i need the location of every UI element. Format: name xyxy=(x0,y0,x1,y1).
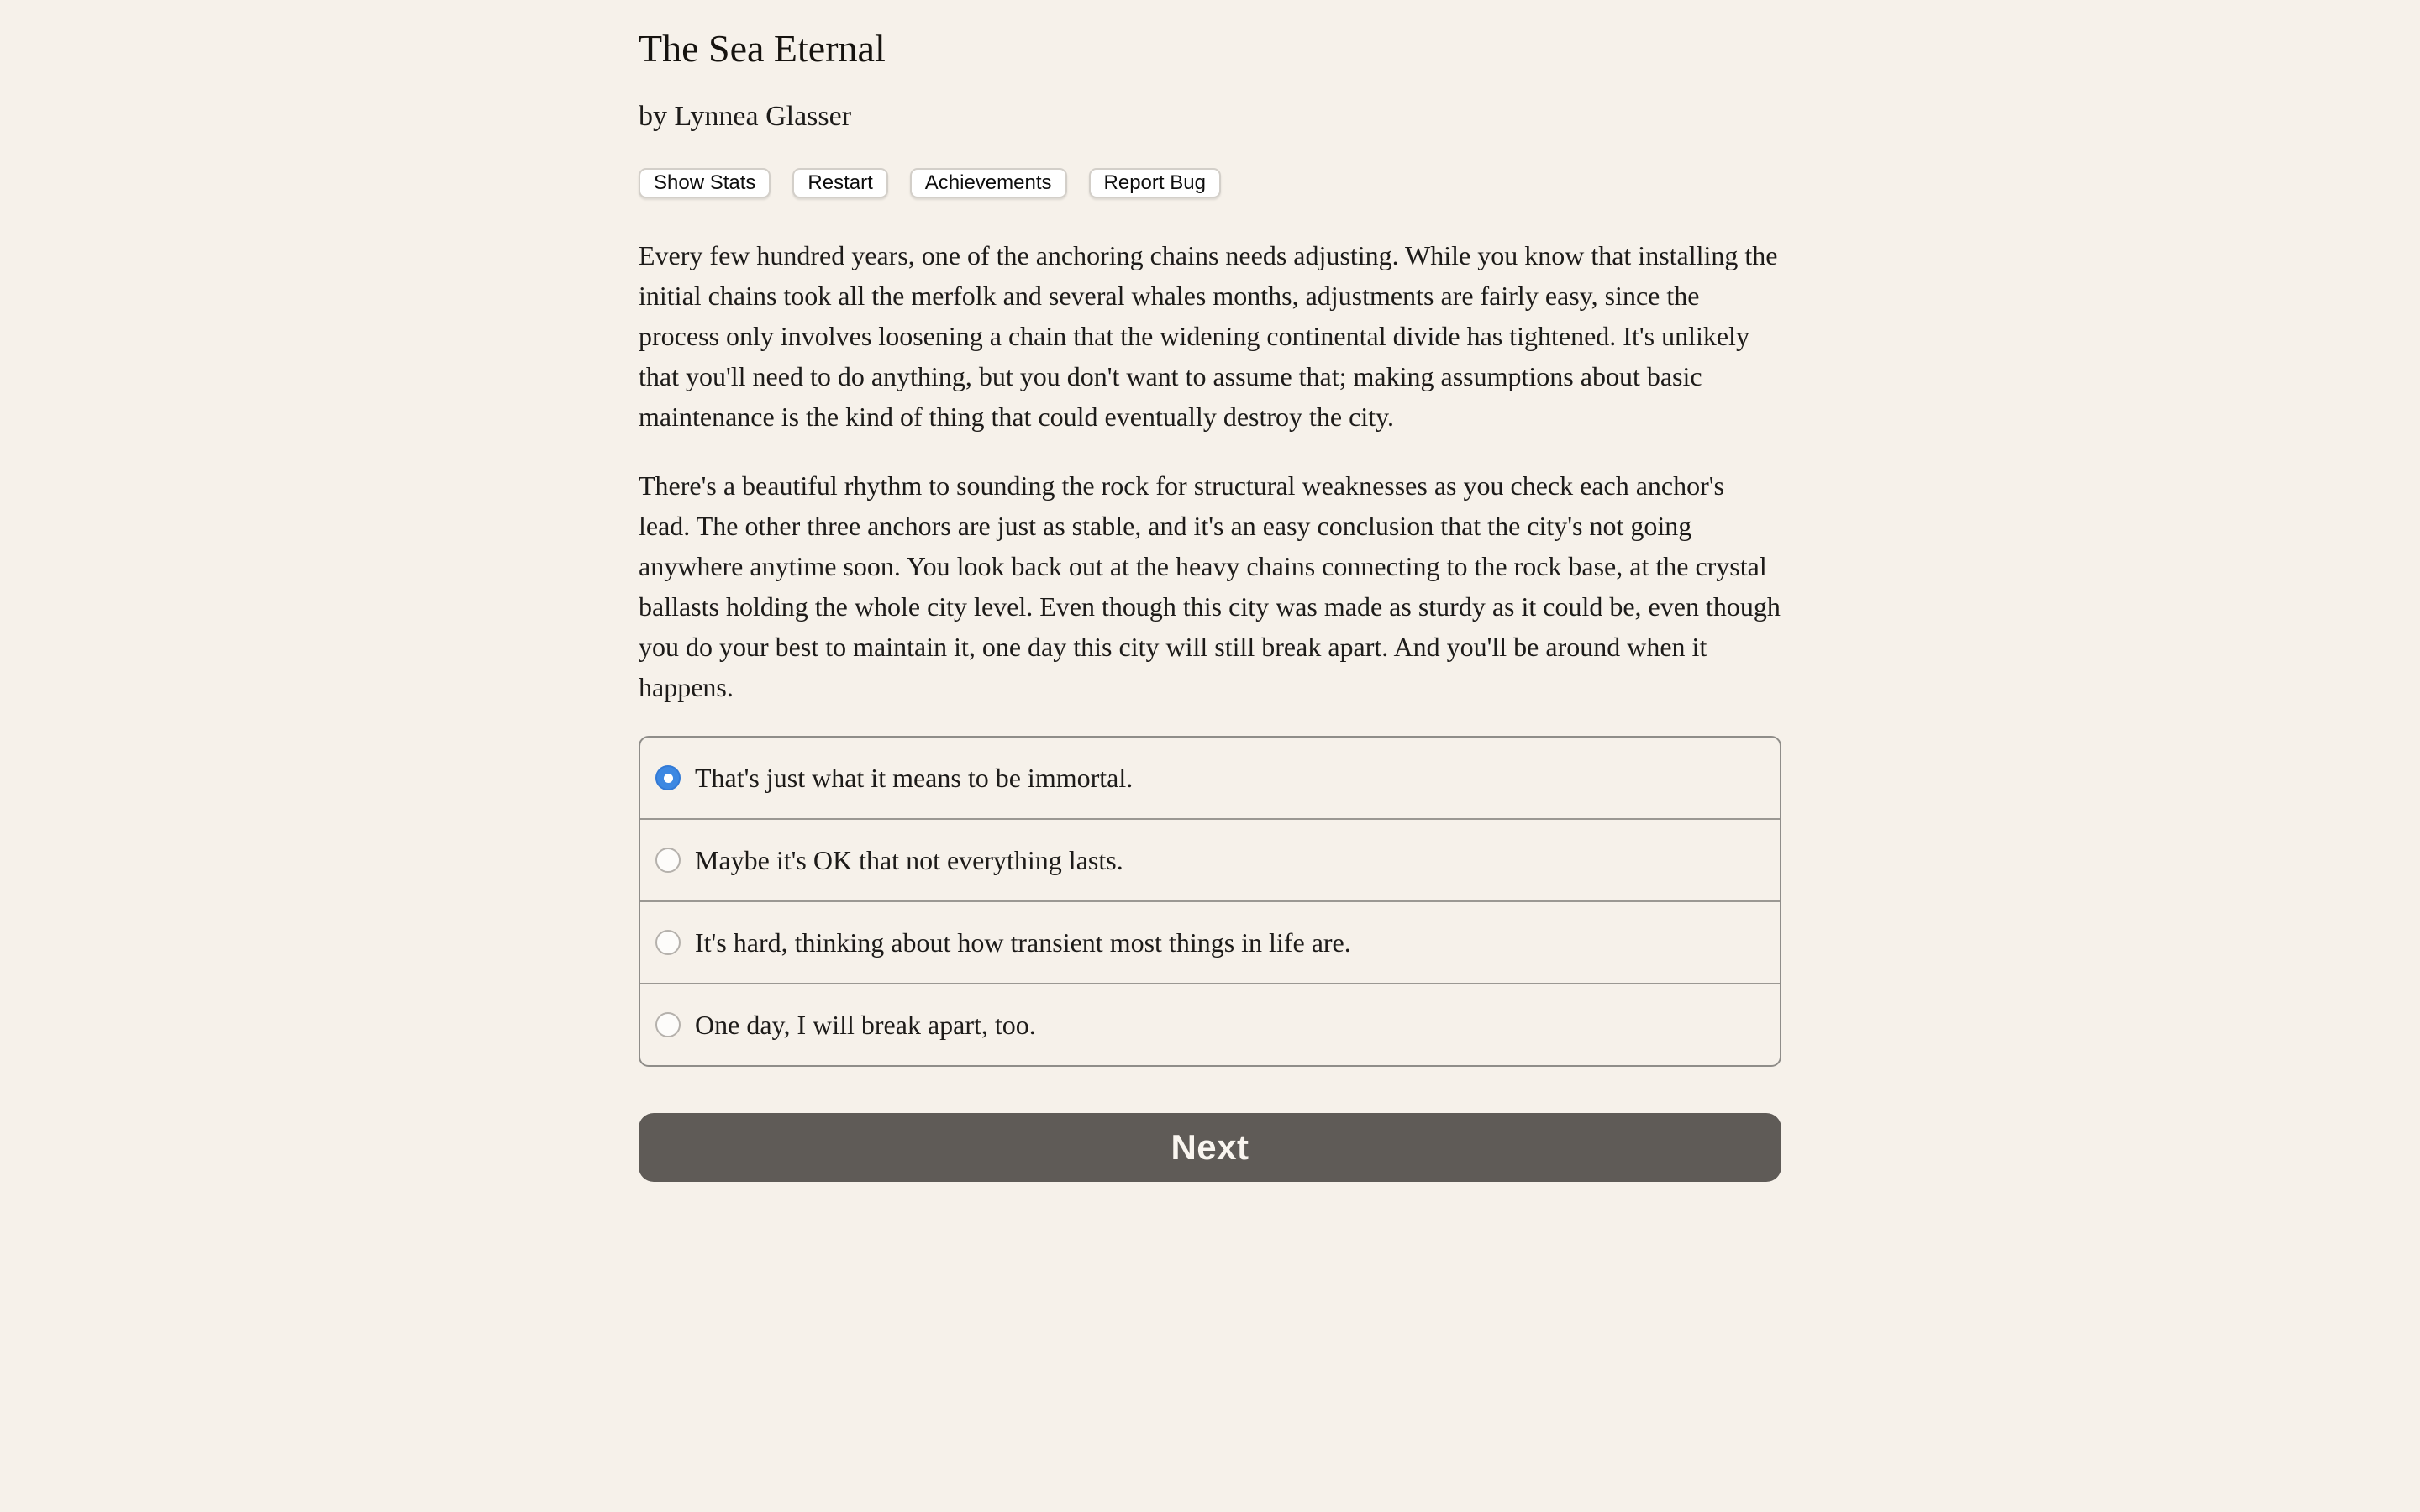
story-paragraph: Every few hundred years, one of the anchoring chains needs adjusting. While you know that installing the initial chains took all the merfolk and several whales months, adjustments are fairly easy, since the process only involves loosening a chain that the widening continental divide has tightened. It's unlikely that you'll need to do anything, but you don't want to assume that; making assumptions about basic maintenance is the kind of thing that could eventually destroy the city. xyxy=(639,240,1778,432)
choice-option[interactable] xyxy=(640,983,1780,1065)
author-byline: by Lynnea Glasser xyxy=(639,101,852,132)
achievements-button[interactable]: Achievements xyxy=(910,168,1067,198)
page-title: The Sea Eternal xyxy=(639,27,886,70)
choice-option[interactable] xyxy=(640,738,1780,818)
radio-icon[interactable] xyxy=(655,1012,681,1037)
choice-label: It's hard, thinking about how transient most things in life are. xyxy=(695,927,1351,958)
radio-icon[interactable] xyxy=(655,930,681,955)
toolbar xyxy=(639,168,1781,198)
radio-icon[interactable] xyxy=(655,848,681,873)
choice-option[interactable] xyxy=(640,900,1780,983)
report-bug-button[interactable]: Report Bug xyxy=(1089,168,1221,198)
choice-label: One day, I will break apart, too. xyxy=(695,1010,1036,1040)
choices-group xyxy=(639,736,1781,1067)
choice-label: Maybe it's OK that not everything lasts. xyxy=(695,845,1123,875)
story-paragraph: There's a beautiful rhythm to sounding the rock for structural weaknesses as you check each anchor's lead. The other three anchors are just as stable, and it's an easy conclusion that the city's not going anywhere anytime soon. You look back out at the heavy chains connecting to the rock base, at the crystal ballasts holding the whole city level. Even though this city was made as sturdy as it could be, even though you do your best to maintain it, one day this city will still break apart. And you'll be around when it happens. xyxy=(639,470,1781,702)
next-button[interactable]: Next xyxy=(639,1113,1781,1182)
restart-button[interactable]: Restart xyxy=(792,168,887,198)
choice-option[interactable] xyxy=(640,818,1780,900)
game-page xyxy=(639,0,1781,1182)
show-stats-button[interactable]: Show Stats xyxy=(639,168,771,198)
choice-label: That's just what it means to be immortal. xyxy=(695,763,1134,793)
radio-icon[interactable] xyxy=(655,765,681,790)
